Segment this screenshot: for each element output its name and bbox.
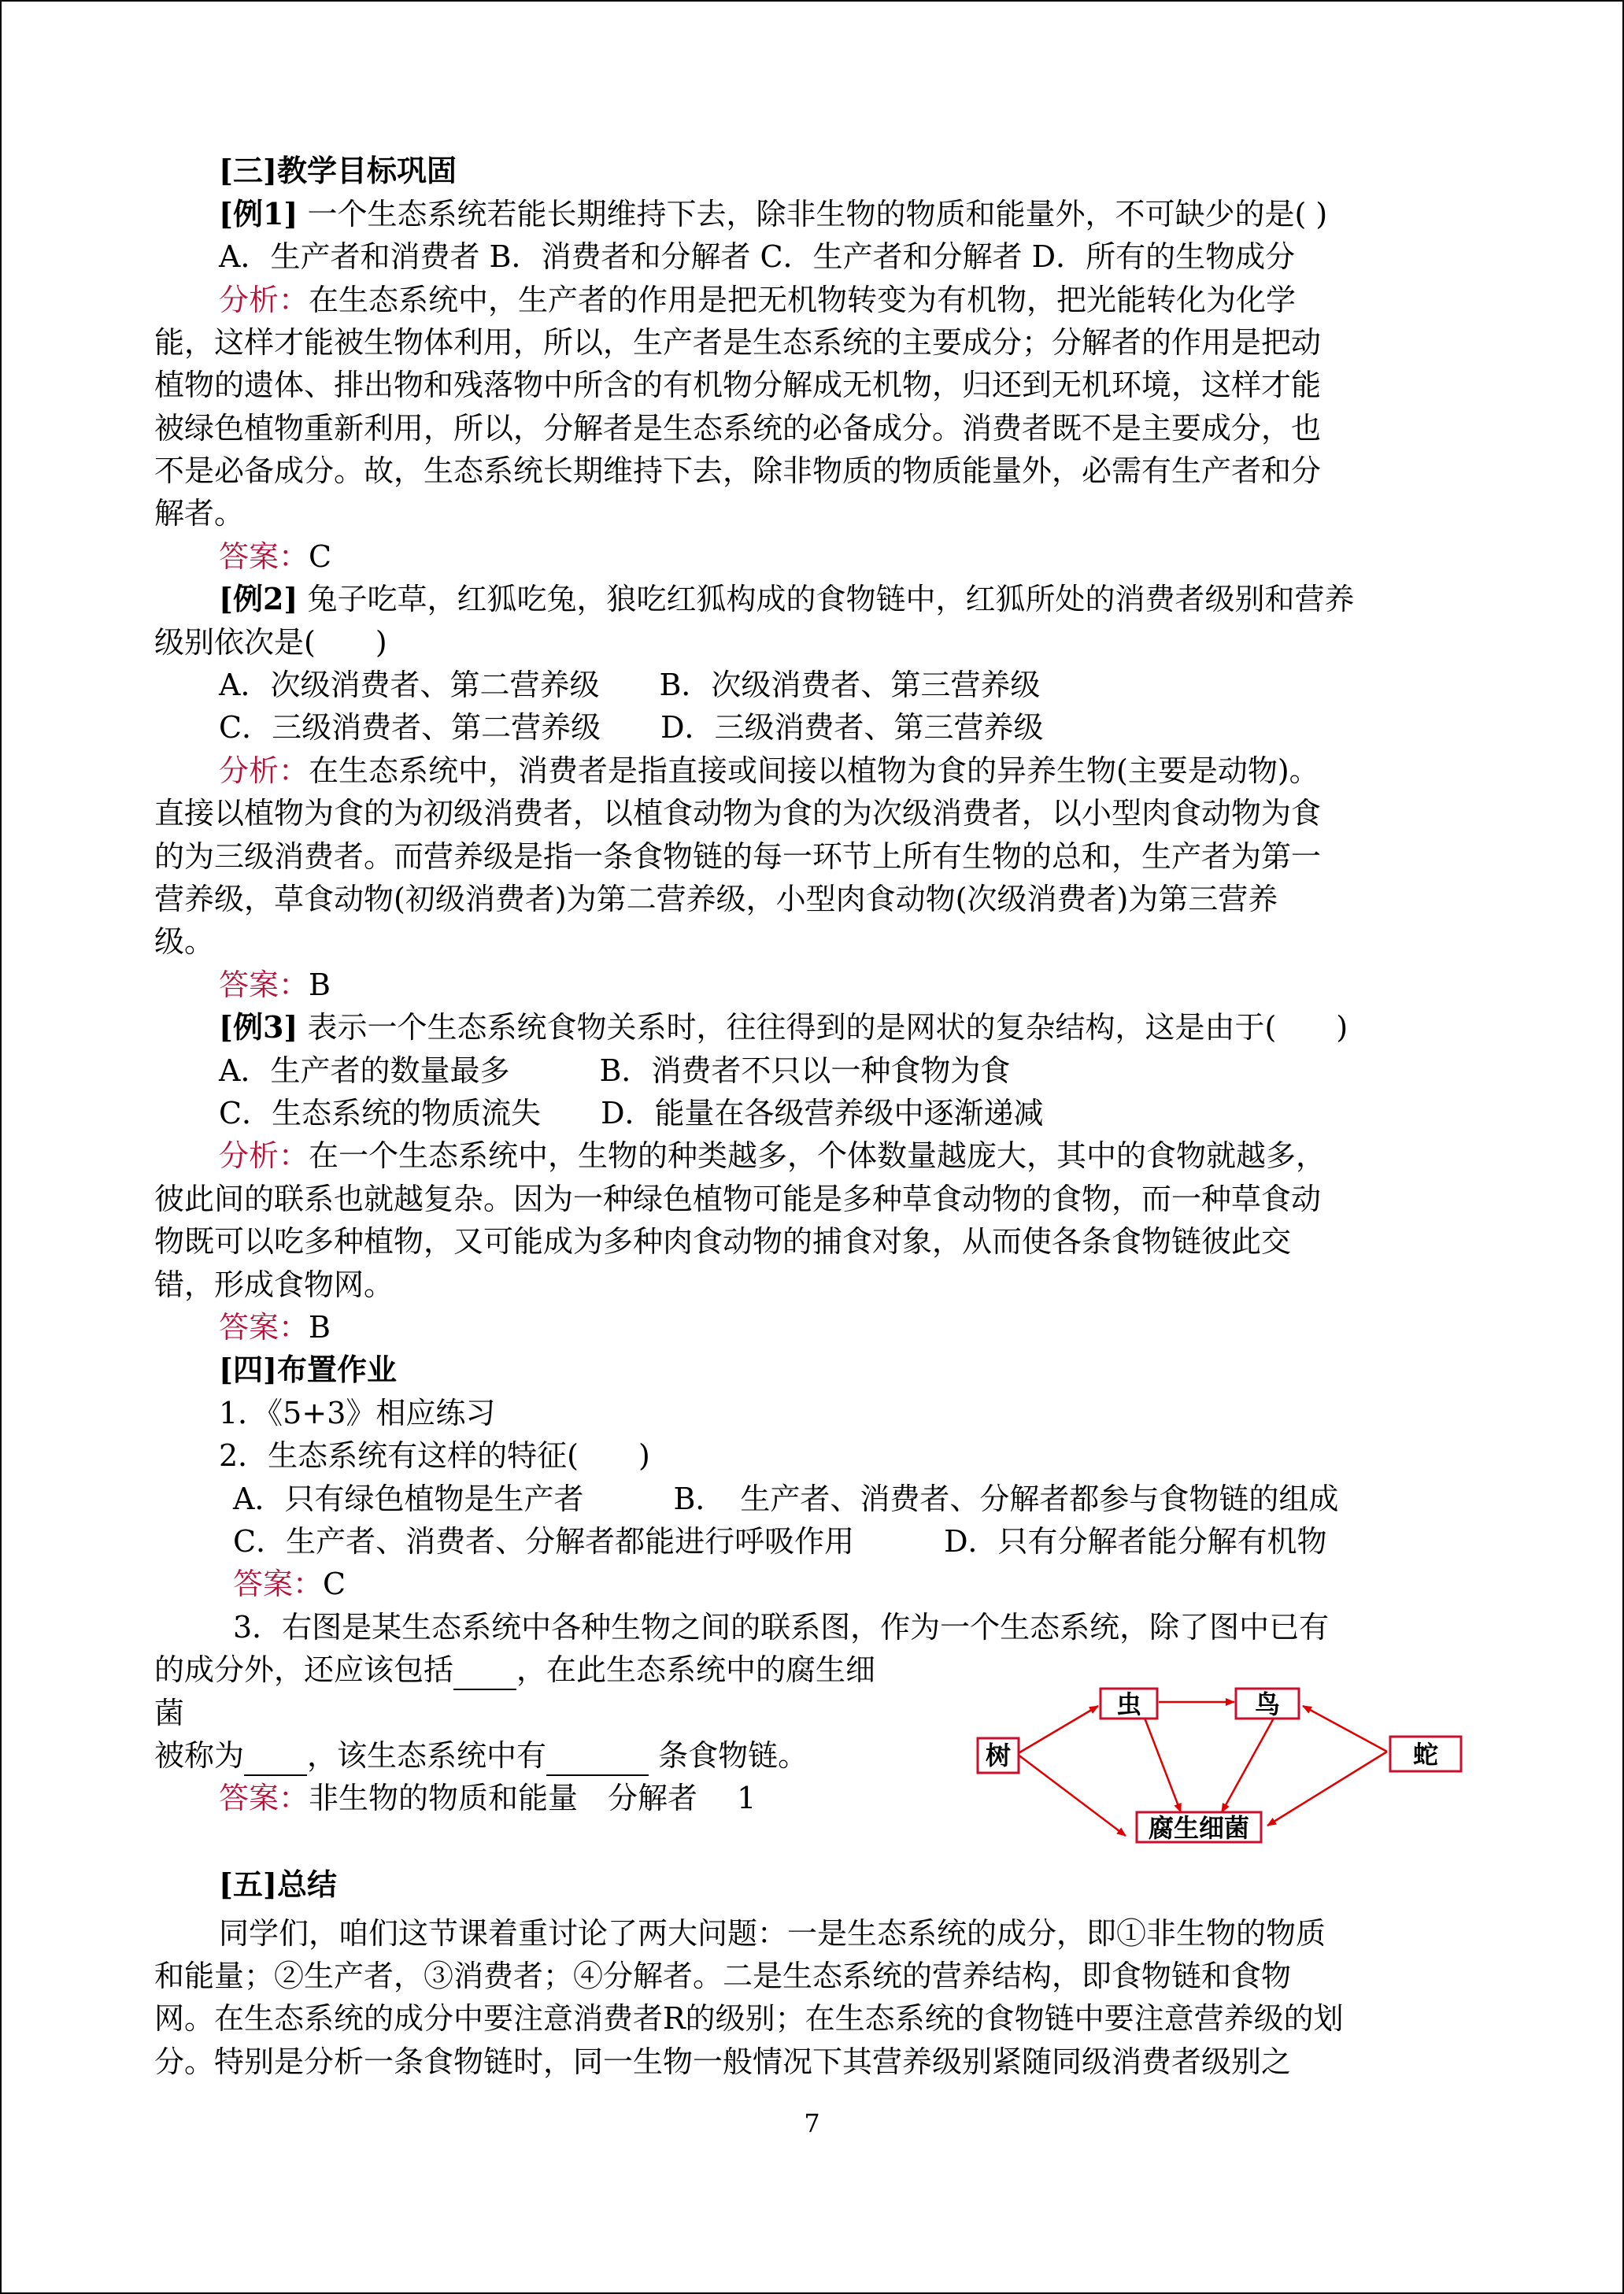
homework-3-answer: 答案：非生物的物质和能量 分解者 1 xyxy=(219,1781,757,1815)
example-3-analysis-line: 物既可以吃多种植物，又可能成为多种肉食动物的捕食对象，从而使各条食物链彼此交 xyxy=(154,1224,1292,1259)
example-1-analysis-line: 解者。 xyxy=(154,496,245,531)
arrow-tree-to-bacteria xyxy=(1017,1754,1126,1836)
fill-blank xyxy=(546,1737,649,1776)
example-2-analysis-line: 营养级，草食动物(初级消费者)为第二营养级，小型肉食动物(次级消费者)为第三营养 xyxy=(154,882,1278,916)
example-2-analysis-line: 直接以植物为食的为初级消费者，以植食动物为食的为次级消费者，以小型肉食动物为食 xyxy=(154,796,1322,831)
example-3-options: A．生产者的数量最多 B．消费者不只以一种食物为食 xyxy=(219,1053,1011,1088)
fill-blank xyxy=(244,1737,307,1776)
example-2-options: A．次级消费者、第二营养级 B．次级消费者、第三营养级 xyxy=(219,668,1041,702)
example-1-analysis-line: 植物的遗体、排出物和残落物中所含的有机物分解成无机物，归还到无机环境，这样才能 xyxy=(154,368,1322,402)
arrow-insect-to-bacteria xyxy=(1143,1714,1181,1812)
example-1-analysis-line: 不是必备成分。故，生态系统长期维持下去，除非物质的物质能量外，必需有生产者和分 xyxy=(154,453,1322,488)
homework-2: 2．生态系统有这样的特征( ) xyxy=(219,1438,650,1473)
example-1-analysis-line: 能，这样才能被生物体利用，所以，生产者是生态系统的主要成分；分解者的作用是把动 xyxy=(154,325,1322,360)
node-insect-label: 虫 xyxy=(1115,1689,1142,1719)
example-2-analysis-line: 分析：在生态系统中，消费者是指直接或间接以植物为食的异养生物(主要是动物)。 xyxy=(219,753,1319,788)
node-bacteria-label: 腐生细菌 xyxy=(1148,1813,1250,1843)
homework-2-options: C．生产者、消费者、分解者都能进行呼吸作用 D．只有分解者能分解有机物 xyxy=(233,1524,1327,1559)
arrow-snake-to-bird xyxy=(1303,1706,1387,1752)
arrow-snake-to-bacteria xyxy=(1267,1752,1387,1826)
example-2-analysis-line: 级。 xyxy=(154,924,215,959)
example-2-question-cont: 级别依次是( ) xyxy=(154,625,387,660)
example-3-answer: 答案：B xyxy=(219,1310,331,1345)
node-snake-label: 蛇 xyxy=(1412,1740,1439,1770)
example-2-question: [例2] 兔子吃草，红狐吃兔，狼吃红狐构成的食物链中，红狐所处的消费者级别和营养 xyxy=(219,581,1355,616)
homework-2-answer: 答案：C xyxy=(233,1567,346,1601)
summary-line: 同学们，咱们这节课着重讨论了两大问题：一是生态系统的成分，即①非生物的物质 xyxy=(219,1916,1326,1951)
summary-line: 分。特别是分析一条食物链时，同一生物一般情况下其营养级别紧随同级消费者级别之 xyxy=(154,2044,1292,2079)
example-3-analysis-line: 错，形成食物网。 xyxy=(154,1267,394,1302)
example-3-analysis-line: 彼此间的联系也就越复杂。因为一种绿色植物可能是多种草食动物的食物，而一种草食动 xyxy=(154,1182,1322,1216)
node-bird-label: 鸟 xyxy=(1254,1689,1281,1719)
page-number: 7 xyxy=(804,2108,820,2138)
section-5-title: [五]总结 xyxy=(219,1867,337,1902)
homework-3-cont: 被称为 ，该生态系统中有 条食物链。 xyxy=(154,1737,808,1776)
homework-2-options: A．只有绿色植物是生产者 B． 生产者、消费者、分解者都参与食物链的组成 xyxy=(233,1482,1339,1516)
example-2-options: C．三级消费者、第二营养级 D．三级消费者、第三营养级 xyxy=(219,710,1044,745)
homework-3: 3．右图是某生态系统中各种生物之间的联系图，作为一个生态系统，除了图中已有 xyxy=(233,1610,1330,1645)
homework-1: 1．《5+3》相应练习 xyxy=(219,1396,496,1430)
arrow-bird-to-bacteria xyxy=(1222,1715,1275,1812)
node-tree-label: 树 xyxy=(985,1741,1012,1770)
example-1-options: A．生产者和消费者 B．消费者和分解者 C．生产者和分解者 D．所有的生物成分 xyxy=(219,239,1296,274)
homework-3-cont: 的成分外，还应该包括 ，在此生态系统中的腐生细 xyxy=(154,1651,875,1690)
arrow-tree-to-insect xyxy=(1017,1706,1098,1754)
food-web-diagram xyxy=(968,1649,1472,1854)
example-1-answer: 答案：C xyxy=(219,539,332,574)
example-1-analysis-line: 被绿色植物重新利用，所以，分解者是生态系统的必备成分。消费者既不是主要成分，也 xyxy=(154,411,1322,446)
example-1-question: [例1] 一个生态系统若能长期维持下去，除非生物的物质和能量外，不可缺少的是( ) xyxy=(219,196,1328,231)
example-3-options: C．生态系统的物质流失 D．能量在各级营养级中逐渐递减 xyxy=(219,1096,1044,1130)
summary-line: 网。在生态系统的成分中要注意消费者R的级别；在生态系统的食物链中要注意营养级的划 xyxy=(154,2001,1344,2036)
summary-line: 和能量；②生产者，③消费者；④分解者。二是生态系统的营养结构，即食物链和食物 xyxy=(154,1959,1292,1993)
section-3-title: [三]教学目标巩固 xyxy=(219,153,457,188)
fill-blank xyxy=(453,1651,516,1690)
example-2-answer: 答案：B xyxy=(219,968,331,1002)
example-2-analysis-line: 的为三级消费者。而营养级是指一条食物链的每一环节上所有生物的总和，生产者为第一 xyxy=(154,839,1322,874)
example-3-analysis-line: 分析：在一个生态系统中，生物的种类越多，个体数量越庞大，其中的食物就越多， xyxy=(219,1138,1326,1173)
example-3-question: [例3] 表示一个生态系统食物关系时，往往得到的是网状的复杂结构，这是由于( ) xyxy=(219,1009,1348,1045)
homework-3-cont: 菌 xyxy=(154,1696,185,1730)
example-1-analysis-line: 分析：在生态系统中，生产者的作用是把无机物转变为有机物，把光能转化为化学 xyxy=(219,283,1297,317)
section-4-title: [四]布置作业 xyxy=(219,1352,397,1387)
